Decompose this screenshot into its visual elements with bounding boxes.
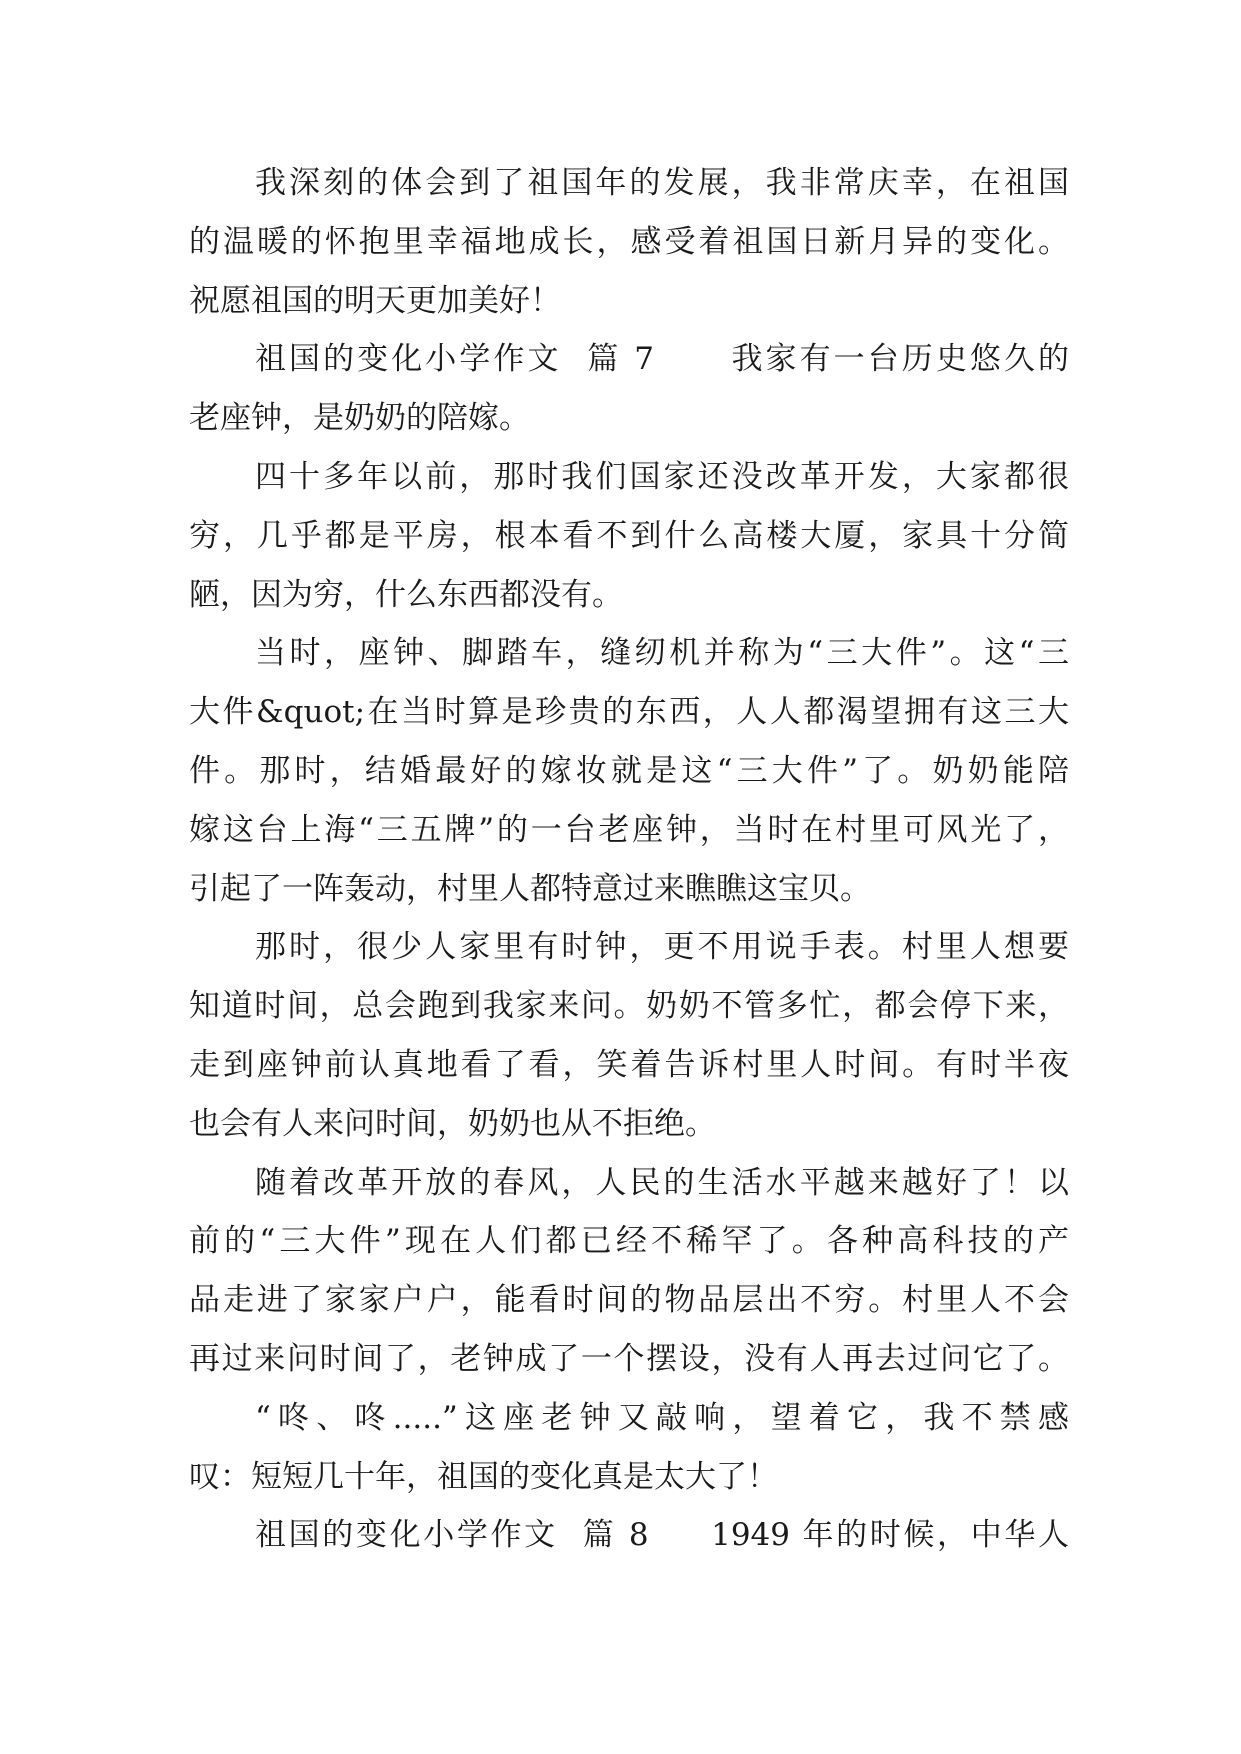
essay-body (189, 154, 1069, 1565)
paragraph-line: 走到座钟前认真地看了看，笑着告诉村里人时间。有时半夜 (189, 1046, 1069, 1083)
paragraph-line: 大件&quot;在当时算是珍贵的东西，人人都渴望拥有这三大 (189, 694, 1069, 731)
paragraph-line: 穷，几乎都是平房，根本看不到什么高楼大厦，家具十分简 (189, 517, 1069, 554)
paragraph-line: 四十多年以前，那时我们国家还没改革开发，大家都很 (255, 458, 1069, 495)
paragraph-line: 再过来问时间了，老钟成了一个摆设，没有人再去过问它了。 (189, 1340, 1069, 1377)
paragraph-line: 老座钟，是奶奶的陪嫁。 (189, 400, 530, 437)
paragraph-line: “咚、咚.....”这座老钟又敲响，望着它，我不禁感 (255, 1399, 1069, 1436)
paragraph-line: 我深刻的体会到了祖国年的发展，我非常庆幸，在祖国 (255, 165, 1069, 201)
paragraph-line: 件。那时，结婚最好的嫁妆就是这“三大件”了。奶奶能陪 (189, 752, 1069, 789)
paragraph-line: 前的“三大件”现在人们都已经不稀罕了。各种高科技的产 (189, 1223, 1069, 1260)
paragraph-line: 随着改革开放的春风，人民的生活水平越来越好了！以 (255, 1164, 1069, 1201)
essay-heading-line: 祖国的变化小学作文 篇 8 1949 年的时候，中华人 (255, 1517, 1069, 1554)
paragraph-line: 祝愿祖国的明天更加美好！ (189, 282, 561, 319)
paragraph-line: 陋，因为穷，什么东西都没有。 (189, 576, 623, 613)
paragraph-line: 的温暖的怀抱里幸福地成长，感受着祖国日新月异的变化。 (189, 223, 1069, 260)
paragraph-line: 当时，座钟、脚踏车，缝纫机并称为“三大件”。这“三 (255, 635, 1069, 672)
paragraph-line: 也会有人来问时间，奶奶也从不拒绝。 (189, 1105, 716, 1142)
paragraph-line: 叹：短短几十年，祖国的变化真是太大了！ (189, 1458, 778, 1495)
essay-heading-line: 祖国的变化小学作文 篇 7 我家有一台历史悠久的 (255, 341, 1069, 378)
paragraph-line: 品走进了家家户户，能看时间的物品层出不穷。村里人不会 (189, 1282, 1069, 1319)
paragraph-line: 知道时间，总会跑到我家来问。奶奶不管多忙，都会停下来， (189, 988, 1069, 1025)
paragraph-line: 引起了一阵轰动，村里人都特意过来瞧瞧这宝贝。 (189, 870, 871, 907)
paragraph-line: 那时，很少人家里有时钟，更不用说手表。村里人想要 (255, 929, 1069, 966)
paragraph-line: 嫁这台上海“三五牌”的一台老座钟，当时在村里可风光了， (189, 811, 1069, 848)
